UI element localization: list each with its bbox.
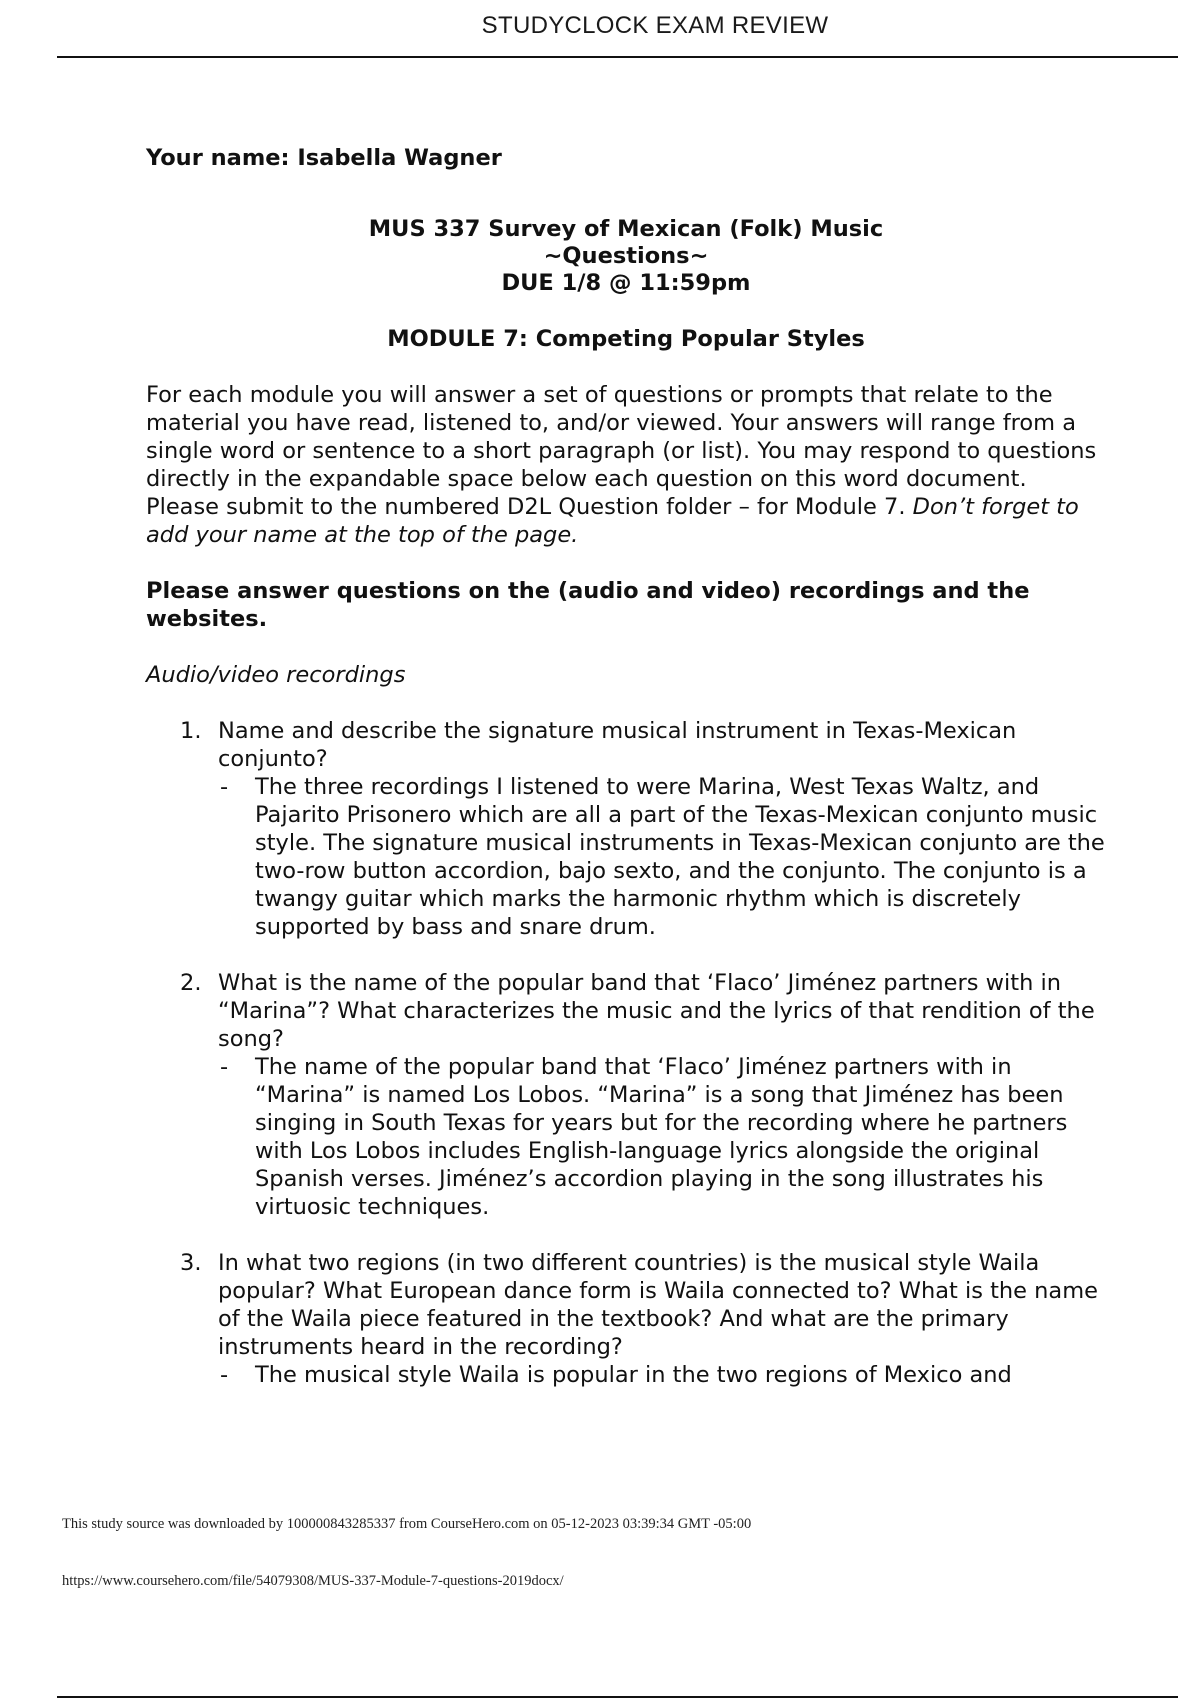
question-number: 2. bbox=[180, 970, 202, 996]
question-number: 1. bbox=[180, 718, 202, 744]
intro-text: For each module you will answer a set of questions or prompts that relate to the material you have read, listened to, and/or viewed. Your answers will range from a single word or sentence to a short paragraph (or list). You may respond to questions directly in the expandable space below each question on this word document. Please submit to the numbered D2L Question folder – for Module 7. bbox=[146, 382, 1097, 520]
question-text: What is the name of the popular band that ‘Flaco’ Jiménez partners with in “Marina”? What characterizes the music and the lyrics of that rendition of the song? bbox=[218, 970, 1095, 1052]
header-divider bbox=[57, 56, 1178, 58]
questions-subtitle: ~Questions~ bbox=[543, 243, 709, 269]
instruction-heading: Please answer questions on the (audio and video) recordings and the websites. bbox=[146, 578, 1030, 632]
answer-bullet bbox=[218, 773, 1106, 941]
course-heading bbox=[146, 216, 1106, 297]
due-date: DUE 1/8 @ 11:59pm bbox=[501, 270, 751, 296]
answer-bullet bbox=[218, 1361, 1106, 1389]
question-text: Name and describe the signature musical instrument in Texas-Mexican conjunto? bbox=[218, 718, 1017, 772]
answer-text: The musical style Waila is popular in the two regions of Mexico and bbox=[255, 1362, 1012, 1388]
dash-marker: - bbox=[220, 1362, 229, 1388]
download-source-notice: This study source was downloaded by 100000843285337 from CourseHero.com on 05-12-2023 03:39:34 GMT -05:00 bbox=[62, 1516, 752, 1532]
intro-paragraph bbox=[146, 381, 1106, 549]
answer-text: The name of the popular band that ‘Flaco’ Jiménez partners with in “Marina” is named Los Lobos. “Marina” is a song that Jiménez has been singing in South Texas for years but for the recording where he partners with Los Lobos includes English-language lyrics alongside the original Spanish verses. Jiménez’s accordion playing in the song illustrates his virtuosic techniques. bbox=[255, 1054, 1068, 1220]
question-item bbox=[180, 969, 1106, 1221]
question-item bbox=[180, 717, 1106, 941]
footer-divider bbox=[57, 1696, 1178, 1698]
question-item bbox=[180, 1249, 1106, 1389]
question-number: 3. bbox=[180, 1250, 202, 1276]
source-url[interactable]: https://www.coursehero.com/file/54079308/MUS-337-Module-7-questions-2019docx/ bbox=[62, 1573, 564, 1589]
answer-bullet bbox=[218, 1053, 1106, 1221]
dash-marker: - bbox=[220, 774, 229, 800]
page-header-title: STUDYCLOCK EXAM REVIEW bbox=[481, 12, 829, 39]
section-label: Audio/video recordings bbox=[146, 662, 406, 688]
document-body bbox=[146, 144, 1106, 1417]
question-text: In what two regions (in two different countries) is the musical style Waila popular? What European dance form is Waila connected to? What is the name of the Waila piece featured in the textbook? And what are the primary instruments heard in the recording? bbox=[218, 1250, 1098, 1360]
intro-italic-reminder: Don’t forget to add your name at the top of the page. bbox=[146, 494, 1079, 548]
course-title: MUS 337 Survey of Mexican (Folk) Music bbox=[368, 216, 884, 242]
module-title: MODULE 7: Competing Popular Styles bbox=[387, 326, 865, 352]
question-list bbox=[146, 717, 1106, 1389]
dash-marker: - bbox=[220, 1054, 229, 1080]
student-name-line: Your name: Isabella Wagner bbox=[146, 145, 502, 171]
answer-text: The three recordings I listened to were Marina, West Texas Waltz, and Pajarito Prisonero which are all a part of the Texas-Mexican conjunto music style. The signature musical instruments in Texas-Mexican conjunto are the two-row button accordion, bajo sexto, and the conjunto. The conjunto is a twangy guitar which marks the harmonic rhythm which is discretely supported by bass and snare drum. bbox=[255, 774, 1105, 940]
